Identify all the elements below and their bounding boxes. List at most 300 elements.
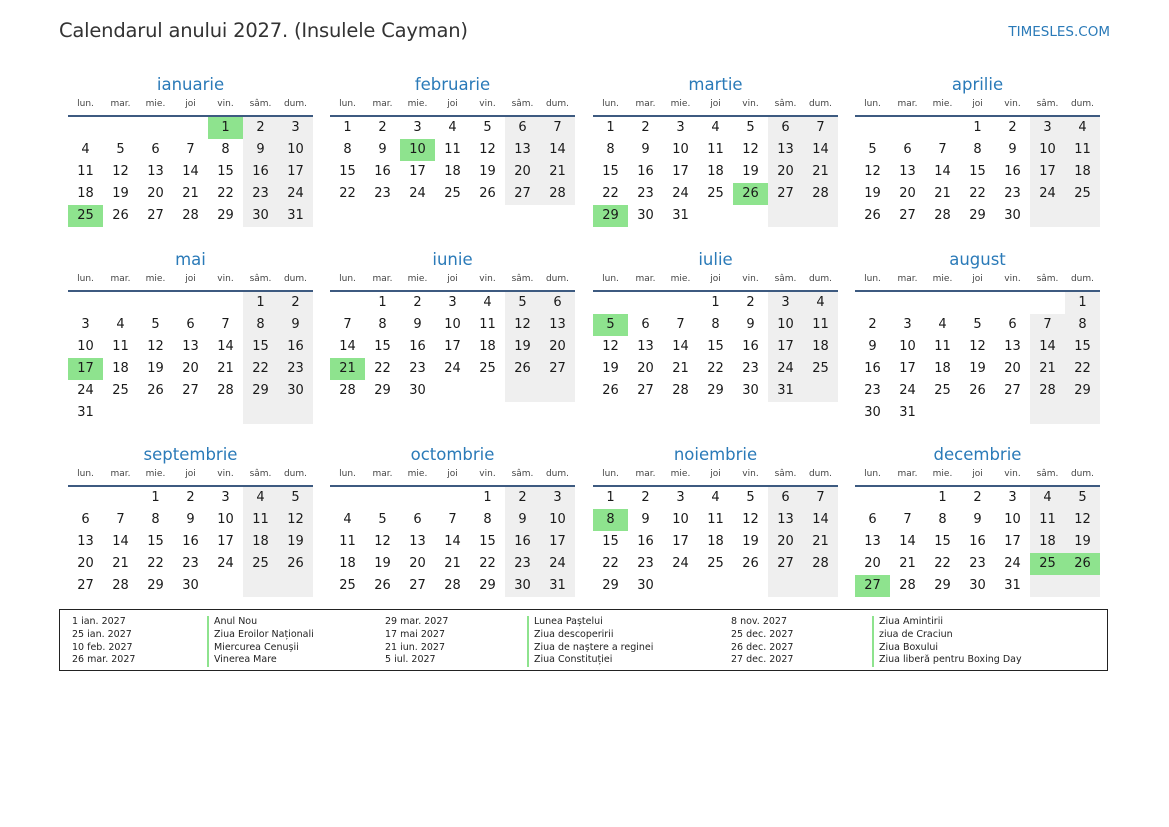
day-cell: 13 <box>540 314 575 336</box>
day-cell: 18 <box>243 531 278 553</box>
weekday-header <box>855 272 1100 292</box>
day-cell: 26 <box>969 383 986 398</box>
day-cell: 12 <box>969 339 986 354</box>
day-cell: 7 <box>448 512 457 527</box>
day-cell: 10 <box>444 317 461 332</box>
day-cell: 19 <box>147 361 164 376</box>
day-cell: 22 <box>217 186 234 201</box>
day-grid <box>330 292 575 402</box>
day-cell: 10 <box>278 139 313 161</box>
day-cell: 18 <box>803 336 838 358</box>
weekday-label: sâm. <box>511 469 534 479</box>
weekday-label: joi <box>710 469 721 479</box>
weekday-label: mar. <box>897 99 918 109</box>
day-cell: 18 <box>707 164 724 179</box>
day-cell: 3 <box>278 117 313 139</box>
weekday-header <box>855 467 1100 487</box>
weekday-label: dum. <box>545 469 570 479</box>
day-cell: 18 <box>112 361 129 376</box>
weekday-label: sâm. <box>249 469 272 479</box>
day-cell: 31 <box>672 208 689 223</box>
empty-cell <box>960 292 995 314</box>
empty-cell <box>68 117 103 139</box>
day-cell: 17 <box>672 164 689 179</box>
weekday-label: mar. <box>897 469 918 479</box>
day-cell: 25 <box>444 186 461 201</box>
day-cell: 13 <box>864 534 881 549</box>
legend-holiday-name: Ziua liberă pentru Boxing Day <box>872 654 1022 667</box>
weekday-label: mie. <box>145 99 166 109</box>
weekday-label: sâm. <box>774 274 797 284</box>
weekday-label: mie. <box>932 274 953 284</box>
month-name: mai <box>175 250 206 269</box>
day-cell: 16 <box>409 339 426 354</box>
day-cell: 15 <box>602 164 619 179</box>
day-cell: 6 <box>186 317 195 332</box>
empty-cell <box>733 205 768 227</box>
day-cell: 19 <box>1065 531 1100 553</box>
day-cell: 13 <box>768 139 803 161</box>
day-cell: 4 <box>243 487 278 509</box>
day-cell: 23 <box>742 361 759 376</box>
day-cell: 30 <box>409 383 426 398</box>
day-cell: 1 <box>973 120 982 135</box>
day-grid <box>330 117 575 205</box>
day-cell: 25 <box>243 553 278 575</box>
day-cell: 21 <box>803 531 838 553</box>
weekday-label: lun. <box>339 274 356 284</box>
day-cell: 21 <box>1030 358 1065 380</box>
empty-cell <box>540 380 575 402</box>
day-cell: 31 <box>899 405 916 420</box>
weekday-label: mie. <box>145 469 166 479</box>
empty-cell <box>733 575 768 597</box>
empty-cell <box>960 402 995 424</box>
legend-names-column <box>207 616 314 667</box>
empty-cell <box>803 205 838 227</box>
weekday-label: joi <box>710 274 721 284</box>
day-cell: 22 <box>339 186 356 201</box>
weekday-label: lun. <box>602 274 619 284</box>
day-cell: 27 <box>505 183 540 205</box>
day-cell: 20 <box>409 556 426 571</box>
empty-cell <box>1030 575 1065 597</box>
month-iulie <box>593 249 838 402</box>
day-cell: 11 <box>112 339 129 354</box>
day-cell: 6 <box>768 117 803 139</box>
day-cell: 3 <box>676 490 685 505</box>
weekday-label: mar. <box>372 274 393 284</box>
brand-link[interactable]: TIMESLES.COM <box>1008 24 1110 40</box>
day-cell: 3 <box>1030 117 1065 139</box>
day-cell: 28 <box>112 578 129 593</box>
day-cell: 21 <box>112 556 129 571</box>
day-cell: 16 <box>1004 164 1021 179</box>
empty-cell <box>1030 205 1065 227</box>
day-cell: 14 <box>444 534 461 549</box>
day-cell: 13 <box>637 339 654 354</box>
day-cell: 16 <box>243 161 278 183</box>
day-cell: 15 <box>479 534 496 549</box>
weekday-label: joi <box>710 99 721 109</box>
weekday-label: mar. <box>635 274 656 284</box>
day-cell: 2 <box>186 490 195 505</box>
day-cell: 2 <box>746 295 755 310</box>
empty-cell <box>855 117 890 139</box>
day-cell: 1 <box>343 120 352 135</box>
weekday-label: mar. <box>110 99 131 109</box>
weekday-label: dum. <box>808 274 833 284</box>
empty-cell <box>663 292 698 314</box>
day-cell: 29 <box>479 578 496 593</box>
day-cell: 9 <box>278 314 313 336</box>
weekday-label: joi <box>185 274 196 284</box>
month-mai <box>68 249 313 424</box>
day-cell: 17 <box>1030 161 1065 183</box>
day-cell: 12 <box>479 142 496 157</box>
day-cell: 7 <box>938 142 947 157</box>
holiday-legend <box>59 609 1108 671</box>
day-cell: 21 <box>899 556 916 571</box>
month-noiembrie <box>593 444 838 597</box>
weekday-label: vin. <box>1004 469 1021 479</box>
month-name: decembrie <box>933 445 1022 464</box>
day-cell: 18 <box>77 186 94 201</box>
day-cell: 24 <box>444 361 461 376</box>
day-cell: 11 <box>707 512 724 527</box>
day-cell: 8 <box>593 509 628 531</box>
day-grid <box>855 487 1100 597</box>
day-cell: 19 <box>479 164 496 179</box>
day-grid <box>593 117 838 227</box>
legend-holiday-name: Ziua descoperirii <box>527 629 653 642</box>
day-cell: 3 <box>221 490 230 505</box>
day-cell: 20 <box>1004 361 1021 376</box>
day-cell: 4 <box>81 142 90 157</box>
day-cell: 7 <box>116 512 125 527</box>
day-cell: 10 <box>672 142 689 157</box>
day-cell: 29 <box>593 205 628 227</box>
day-cell: 13 <box>899 164 916 179</box>
weekday-label: vin. <box>479 274 496 284</box>
empty-cell <box>855 292 890 314</box>
day-cell: 7 <box>221 317 230 332</box>
day-cell: 26 <box>112 208 129 223</box>
day-cell: 30 <box>505 575 540 597</box>
empty-cell <box>173 117 208 139</box>
empty-cell <box>173 402 208 424</box>
day-cell: 24 <box>77 383 94 398</box>
day-cell: 2 <box>413 295 422 310</box>
empty-cell <box>103 292 138 314</box>
weekday-header <box>68 97 313 117</box>
weekday-header <box>855 97 1100 117</box>
day-cell: 11 <box>707 142 724 157</box>
day-cell: 19 <box>864 186 881 201</box>
legend-holiday-name: Lunea Paștelui <box>527 616 653 629</box>
day-cell: 8 <box>1065 314 1100 336</box>
weekday-label: mie. <box>145 274 166 284</box>
day-grid <box>855 117 1100 227</box>
day-cell: 10 <box>768 314 803 336</box>
month-octombrie <box>330 444 575 597</box>
legend-holiday-name: Ziua Boxului <box>872 642 1022 655</box>
weekday-label: lun. <box>602 99 619 109</box>
day-cell: 9 <box>1008 142 1017 157</box>
day-cell: 20 <box>864 556 881 571</box>
empty-cell <box>803 380 838 402</box>
day-cell: 15 <box>374 339 391 354</box>
day-cell: 24 <box>1004 556 1021 571</box>
day-cell: 12 <box>864 164 881 179</box>
day-cell: 6 <box>151 142 160 157</box>
empty-cell <box>698 575 733 597</box>
day-cell: 1 <box>151 490 160 505</box>
month-name: aprilie <box>951 75 1004 94</box>
day-cell: 10 <box>1004 512 1021 527</box>
day-cell: 9 <box>641 142 650 157</box>
day-cell: 20 <box>899 186 916 201</box>
day-cell: 20 <box>182 361 199 376</box>
day-cell: 11 <box>803 314 838 336</box>
weekday-label: dum. <box>545 99 570 109</box>
empty-cell <box>995 402 1030 424</box>
weekday-label: joi <box>972 469 983 479</box>
day-cell: 20 <box>637 361 654 376</box>
day-cell: 8 <box>243 314 278 336</box>
weekday-label: mie. <box>407 99 428 109</box>
day-cell: 17 <box>1004 534 1021 549</box>
day-cell: 10 <box>540 509 575 531</box>
day-cell: 11 <box>479 317 496 332</box>
day-cell: 29 <box>217 208 234 223</box>
day-cell: 28 <box>217 383 234 398</box>
day-cell: 13 <box>409 534 426 549</box>
day-cell: 30 <box>637 208 654 223</box>
day-cell: 15 <box>934 534 951 549</box>
day-cell: 2 <box>973 490 982 505</box>
day-cell: 19 <box>374 556 391 571</box>
day-cell: 16 <box>969 534 986 549</box>
day-cell: 31 <box>540 575 575 597</box>
day-cell: 18 <box>934 361 951 376</box>
day-cell: 22 <box>969 186 986 201</box>
empty-cell <box>1065 402 1100 424</box>
day-cell: 29 <box>147 578 164 593</box>
day-cell: 19 <box>278 531 313 553</box>
day-cell: 23 <box>637 556 654 571</box>
day-cell: 14 <box>112 534 129 549</box>
day-cell: 14 <box>934 164 951 179</box>
day-cell: 12 <box>112 164 129 179</box>
month-name: octombrie <box>410 445 495 464</box>
day-cell: 6 <box>768 487 803 509</box>
empty-cell <box>103 487 138 509</box>
day-grid <box>68 487 313 597</box>
day-cell: 14 <box>1030 336 1065 358</box>
day-grid <box>68 117 313 227</box>
empty-cell <box>803 575 838 597</box>
day-cell: 23 <box>182 556 199 571</box>
empty-cell <box>435 380 470 402</box>
day-cell: 31 <box>278 205 313 227</box>
weekday-label: mie. <box>670 274 691 284</box>
weekday-label: vin. <box>217 274 234 284</box>
legend-date: 27 dec. 2027 <box>731 654 794 666</box>
weekday-label: mie. <box>670 469 691 479</box>
day-cell: 5 <box>378 512 387 527</box>
day-cell: 14 <box>899 534 916 549</box>
day-cell: 6 <box>641 317 650 332</box>
day-cell: 16 <box>742 339 759 354</box>
day-cell: 17 <box>768 336 803 358</box>
day-cell: 2 <box>1008 120 1017 135</box>
day-cell: 29 <box>934 578 951 593</box>
day-cell: 24 <box>1030 183 1065 205</box>
weekday-header <box>593 467 838 487</box>
day-cell: 12 <box>147 339 164 354</box>
weekday-label: dum. <box>808 469 833 479</box>
empty-cell <box>138 117 173 139</box>
day-cell: 15 <box>602 534 619 549</box>
day-cell: 21 <box>444 556 461 571</box>
day-cell: 16 <box>505 531 540 553</box>
weekday-label: mie. <box>670 99 691 109</box>
day-cell: 28 <box>934 208 951 223</box>
weekday-header <box>68 272 313 292</box>
day-cell: 11 <box>1030 509 1065 531</box>
weekday-label: dum. <box>545 274 570 284</box>
day-cell: 26 <box>742 556 759 571</box>
day-cell: 16 <box>637 164 654 179</box>
day-cell: 7 <box>676 317 685 332</box>
day-cell: 14 <box>182 164 199 179</box>
empty-cell <box>890 487 925 509</box>
empty-cell <box>890 117 925 139</box>
day-cell: 23 <box>374 186 391 201</box>
weekday-label: lun. <box>77 99 94 109</box>
day-cell: 27 <box>768 553 803 575</box>
day-cell: 17 <box>672 534 689 549</box>
day-cell: 11 <box>77 164 94 179</box>
day-cell: 5 <box>505 292 540 314</box>
weekday-header <box>330 272 575 292</box>
weekday-label: mar. <box>110 274 131 284</box>
weekday-label: dum. <box>808 99 833 109</box>
day-cell: 8 <box>973 142 982 157</box>
day-cell: 13 <box>147 164 164 179</box>
month-name: noiembrie <box>673 445 758 464</box>
legend-holiday-name: Anul Nou <box>207 616 314 629</box>
empty-cell <box>68 292 103 314</box>
weekday-label: vin. <box>1004 274 1021 284</box>
weekday-label: dum. <box>1070 274 1095 284</box>
legend-holiday-name: Ziua Amintirii <box>872 616 1022 629</box>
weekday-label: joi <box>972 99 983 109</box>
month-name: martie <box>688 75 743 94</box>
day-cell: 10 <box>77 339 94 354</box>
day-cell: 26 <box>147 383 164 398</box>
day-cell: 29 <box>969 208 986 223</box>
day-cell: 30 <box>1004 208 1021 223</box>
empty-cell <box>365 487 400 509</box>
legend-holiday-name: Ziua de naștere a reginei <box>527 642 653 655</box>
day-cell: 20 <box>540 336 575 358</box>
empty-cell <box>505 380 540 402</box>
day-cell: 24 <box>672 556 689 571</box>
empty-cell <box>1030 292 1065 314</box>
day-cell: 12 <box>505 314 540 336</box>
weekday-label: sâm. <box>511 99 534 109</box>
empty-cell <box>1030 402 1065 424</box>
day-cell: 21 <box>540 161 575 183</box>
day-cell: 7 <box>803 487 838 509</box>
day-cell: 29 <box>374 383 391 398</box>
day-cell: 5 <box>746 120 755 135</box>
legend-dates-column <box>731 616 793 667</box>
day-cell: 8 <box>483 512 492 527</box>
legend-date: 17 mai 2027 <box>385 628 446 640</box>
empty-cell <box>435 487 470 509</box>
day-cell: 29 <box>602 578 619 593</box>
day-cell: 9 <box>746 317 755 332</box>
day-cell: 4 <box>1030 487 1065 509</box>
empty-cell <box>925 117 960 139</box>
day-cell: 13 <box>77 534 94 549</box>
day-cell: 5 <box>973 317 982 332</box>
day-cell: 4 <box>1065 117 1100 139</box>
day-cell: 2 <box>641 120 650 135</box>
day-cell: 10 <box>672 512 689 527</box>
day-cell: 2 <box>641 490 650 505</box>
day-cell: 8 <box>711 317 720 332</box>
day-cell: 15 <box>147 534 164 549</box>
day-cell: 2 <box>243 117 278 139</box>
month-aprilie <box>855 74 1100 227</box>
weekday-label: joi <box>185 469 196 479</box>
legend-date: 5 iul. 2027 <box>385 654 436 666</box>
day-cell: 6 <box>413 512 422 527</box>
weekday-label: dum. <box>283 99 308 109</box>
day-cell: 2 <box>505 487 540 509</box>
day-cell: 12 <box>742 142 759 157</box>
day-cell: 9 <box>505 509 540 531</box>
day-cell: 26 <box>374 578 391 593</box>
day-cell: 4 <box>803 292 838 314</box>
day-cell: 21 <box>803 161 838 183</box>
day-cell: 17 <box>68 358 103 380</box>
empty-cell <box>243 402 278 424</box>
day-cell: 11 <box>243 509 278 531</box>
weekday-header <box>330 467 575 487</box>
weekday-label: lun. <box>602 469 619 479</box>
weekday-label: joi <box>447 274 458 284</box>
day-cell: 19 <box>112 186 129 201</box>
empty-cell <box>663 575 698 597</box>
day-cell: 22 <box>479 556 496 571</box>
day-cell: 28 <box>182 208 199 223</box>
legend-date: 1 ian. 2027 <box>72 616 126 627</box>
empty-cell <box>890 292 925 314</box>
empty-cell <box>470 380 505 402</box>
day-cell: 27 <box>77 578 94 593</box>
day-cell: 5 <box>483 120 492 135</box>
day-cell: 27 <box>768 183 803 205</box>
day-cell: 3 <box>81 317 90 332</box>
day-cell: 9 <box>186 512 195 527</box>
day-cell: 23 <box>278 358 313 380</box>
day-cell: 8 <box>221 142 230 157</box>
